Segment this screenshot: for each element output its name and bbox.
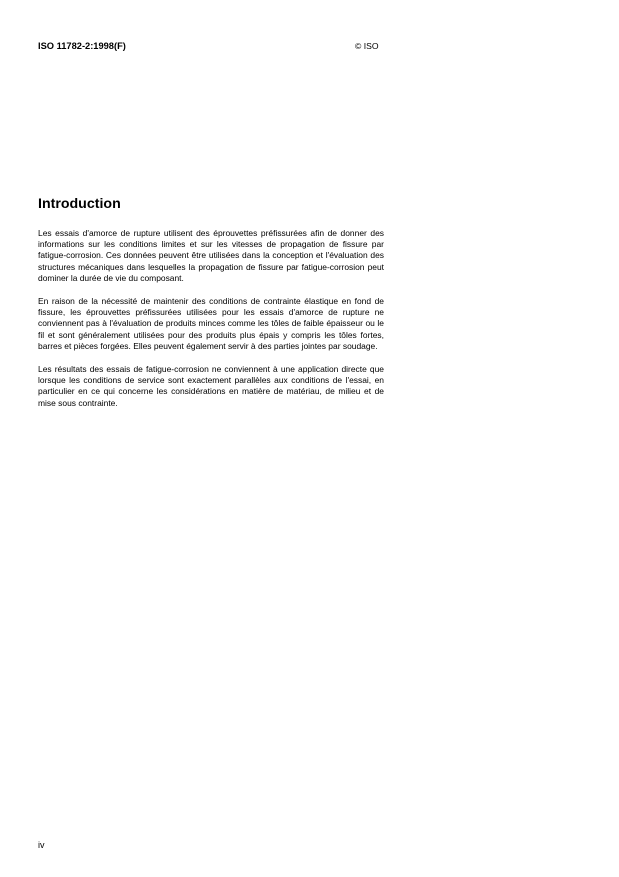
introduction-body [38, 228, 384, 421]
page-number: iv [38, 840, 45, 850]
copyright-notice: © ISO [355, 41, 379, 51]
paragraph: Les essais d'amorce de rupture utilisent des éprouvettes préfissurées afin de donner des informations sur les conditions limites et sur les vitesses de propagation de fissure par fatigue-corrosion. Ces données peuvent être utilisées dans la conception et l'évaluation des structures mécaniques dans lesquelles la propagation de fissure par fatigue-corrosion peut dominer la durée de vie du composant. [38, 228, 384, 283]
paragraph: Les résultats des essais de fatigue-corrosion ne conviennent à une application directe que lorsque les conditions de service sont exactement parallèles aux conditions de l'essai, en particulier en ce qui concerne les considérations en matière de matériau, de milieu et de mise sous contrainte. [38, 364, 384, 408]
section-title: Introduction [38, 196, 121, 212]
paragraph: En raison de la nécessité de maintenir des conditions de contrainte élastique en fond de fissure, les éprouvettes préfissurées utilisées pour les essais d'amorce de rupture ne conviennent pas à l'évaluation de produits minces comme les tôles de faible épaisseur ou le fil et sont généralement utilisées pour des produits plus épais y compris les tôles fortes, barres et pièces forgées. Elles peuvent également servir à des parties jointes par soudage. [38, 296, 384, 351]
document-identifier: ISO 11782-2:1998(F) [38, 41, 126, 51]
